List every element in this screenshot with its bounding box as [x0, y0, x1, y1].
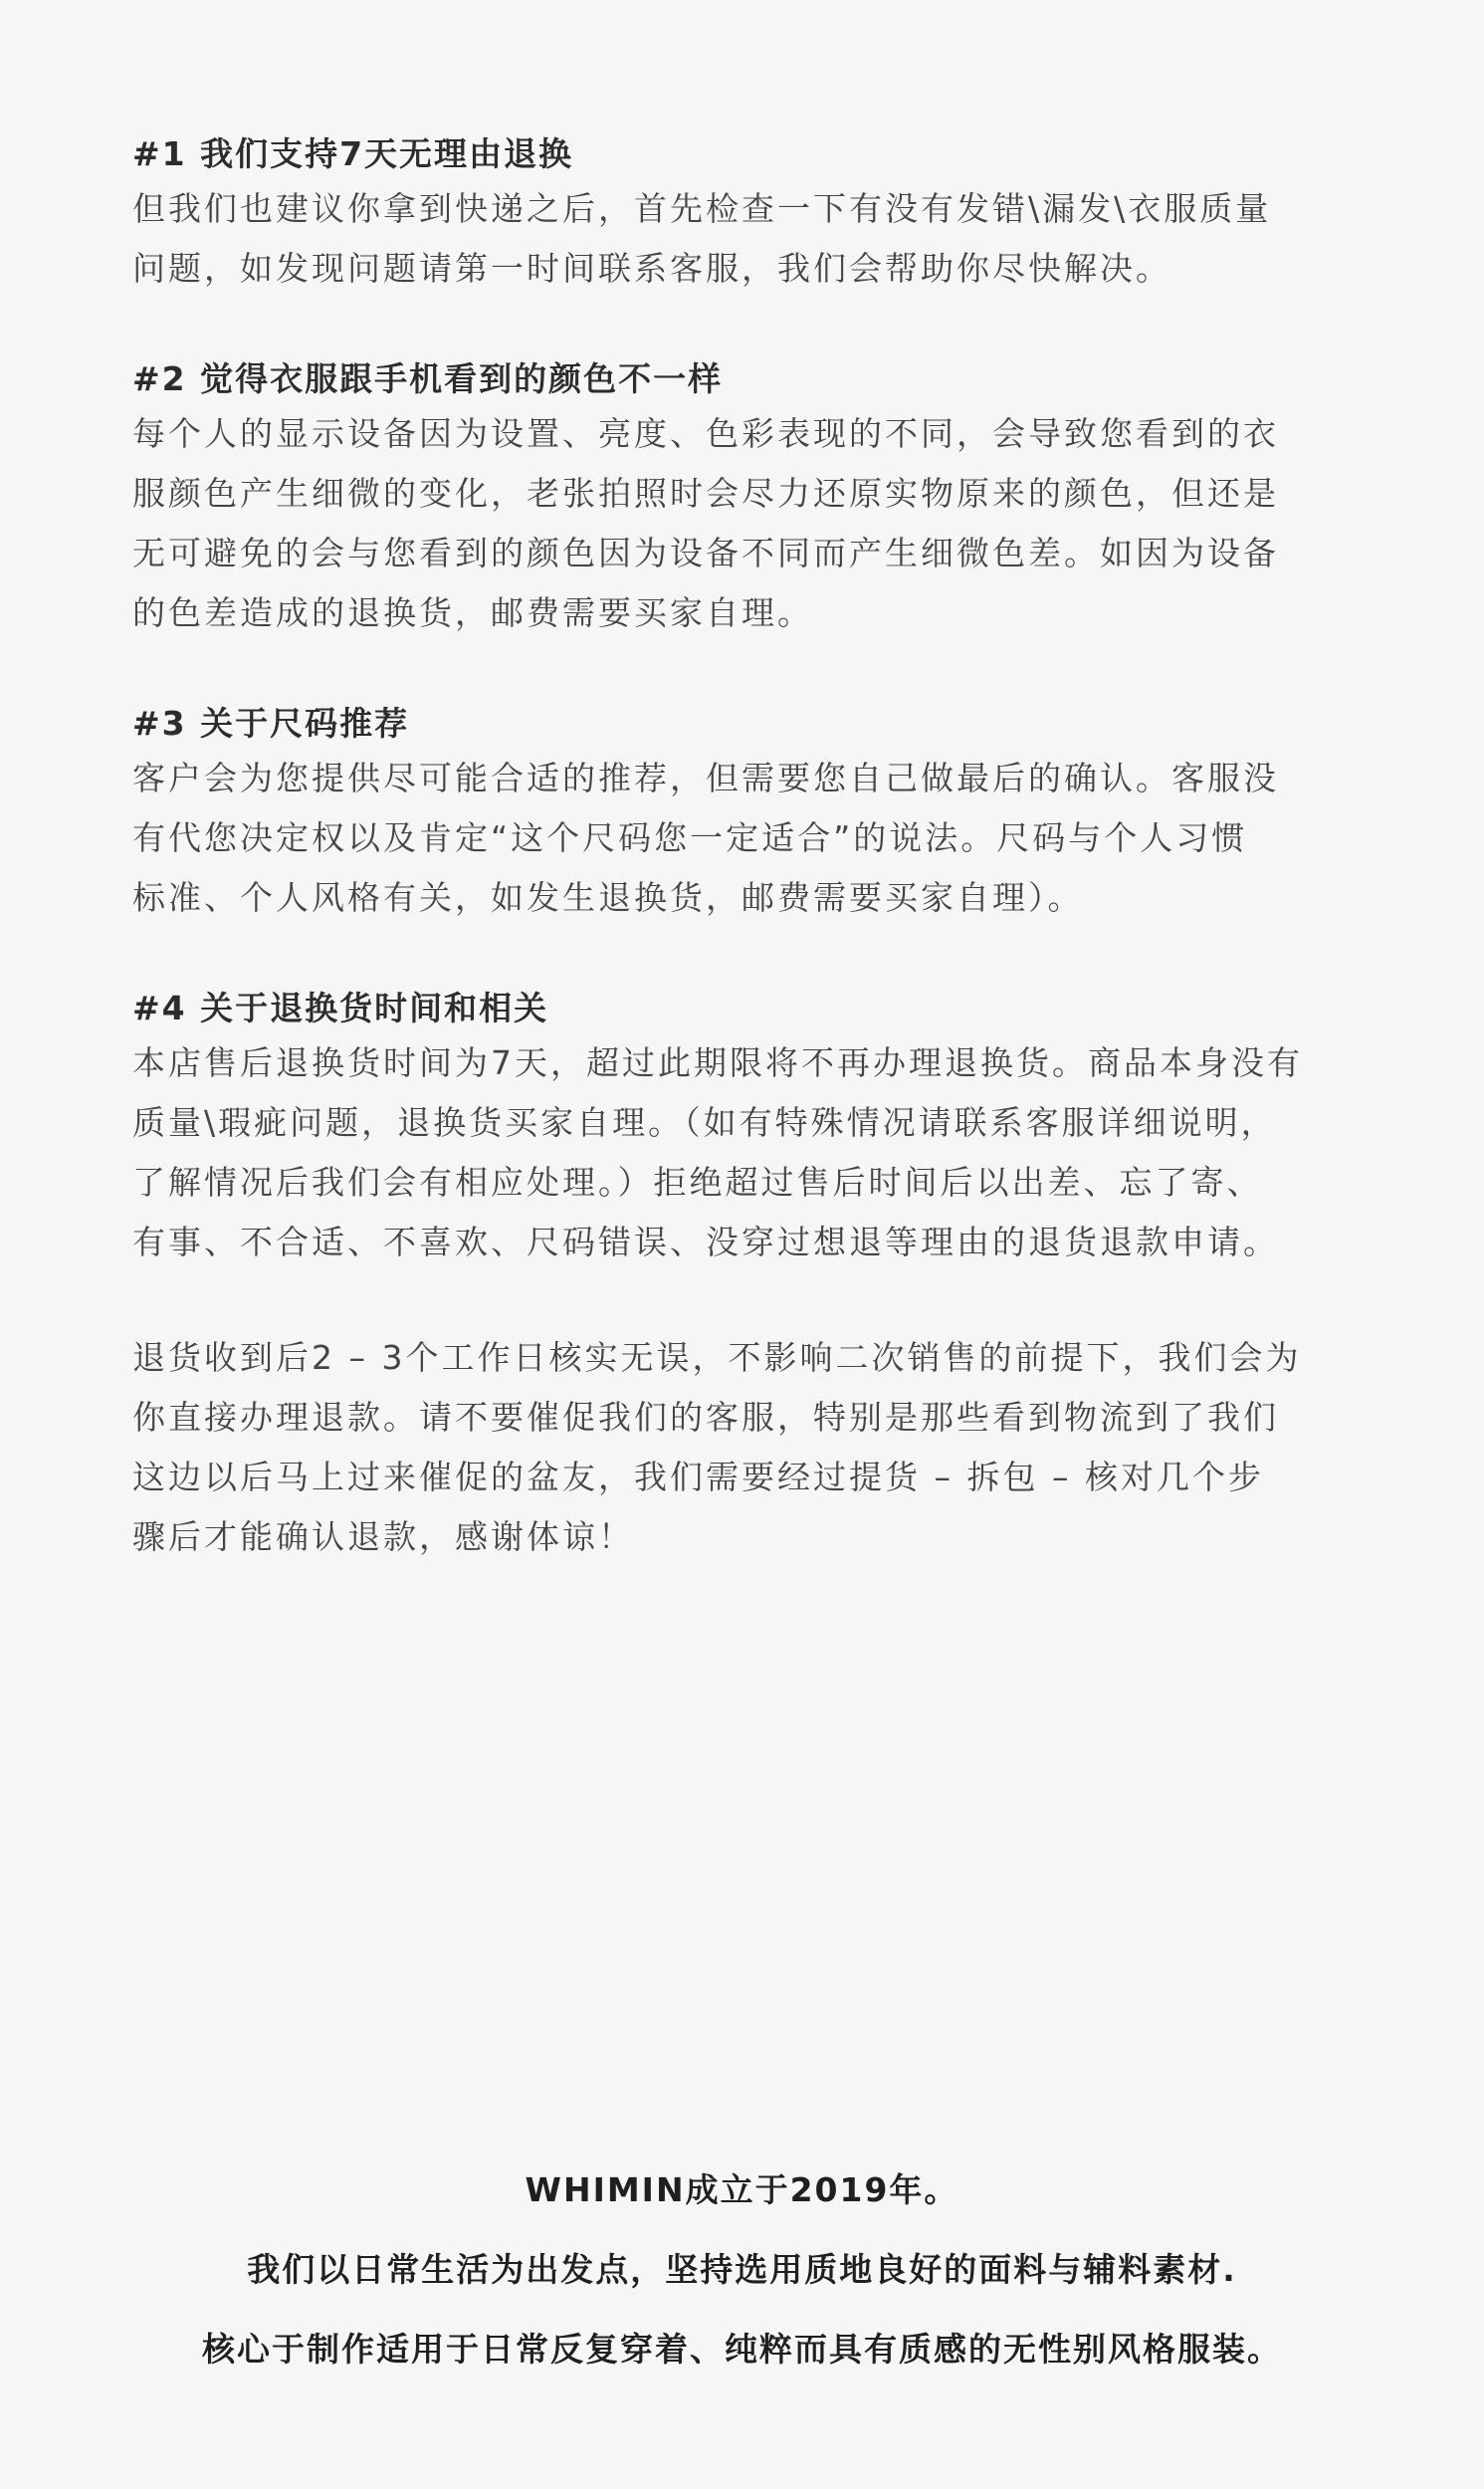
section-text-line: 的色差造成的退换货，邮费需要买家自理。 [132, 593, 813, 632]
policy-content [132, 129, 1357, 1623]
section-title: #4 关于退换货时间和相关 [132, 989, 549, 1027]
section-text-line: 服颜色产生细微的变化，老张拍照时会尽力还原实物原来的颜色，但还是 [132, 474, 1279, 513]
refund-note-line: 骤后才能确认退款，感谢体谅！ [132, 1517, 634, 1556]
section-text-line: 有代您决定权以及肯定“这个尺码您一定适合”的说法。尺码与个人习惯 [132, 818, 1248, 857]
section-text-line: 问题，如发现问题请第一时间联系客服，我们会帮助你尽快解决。 [132, 249, 1171, 288]
refund-note-line: 这边以后马上过来催促的盆友，我们需要经过提货 – 拆包 – 核对几个步 [132, 1458, 1264, 1496]
section-text-line: 客户会为您提供尽可能合适的推荐，但需要您自己做最后的确认。客服没 [132, 759, 1279, 797]
section-size-recommendation [132, 699, 1357, 928]
section-text-line: 无可避免的会与您看到的颜色因为设备不同而产生细微色差。如因为设备 [132, 534, 1279, 572]
section-return-policy [132, 129, 1357, 299]
section-text-line: 了解情况后我们会有相应处理。）拒绝超过售后时间后以出差、忘了寄、 [132, 1163, 1263, 1202]
brand-footer [0, 2150, 1484, 2389]
section-text-line: 本店售后退换货时间为7天，超过此期限将不再办理退换货。商品本身没有 [132, 1043, 1303, 1082]
section-title: #3 关于尺码推荐 [132, 704, 410, 743]
brand-mission-line: 核心于制作适用于日常反复穿着、纯粹而具有质感的无性别风格服装。 [202, 2330, 1282, 2369]
section-text-line: 但我们也建议你拿到快递之后，首先检查一下有没有发错\漏发\衣服质量 [132, 189, 1272, 228]
refund-note-line: 你直接办理退款。请不要催促我们的客服，特别是那些看到物流到了我们 [132, 1398, 1279, 1437]
brand-philosophy-line: 我们以日常生活为出发点，坚持选用质地良好的面料与辅料素材. [247, 2250, 1237, 2289]
section-title: #1 我们支持7天无理由退换 [132, 134, 574, 173]
section-return-time [132, 984, 1357, 1272]
section-text-line: 标准、个人风格有关，如发生退换货，邮费需要买家自理）。 [132, 878, 1084, 917]
section-text-line: 有事、不合适、不喜欢、尺码错误、没穿过想退等理由的退货退款申请。 [132, 1223, 1279, 1261]
section-text-line: 每个人的显示设备因为设置、亮度、色彩表现的不同，会导致您看到的衣 [132, 414, 1279, 453]
refund-note [132, 1328, 1357, 1567]
section-color-difference [132, 354, 1357, 643]
section-text-line: 质量\瑕疵问题，退换货买家自理。（如有特殊情况请联系客服详细说明， [132, 1103, 1277, 1142]
refund-note-line: 退货收到后2 – 3个工作日核实无误，不影响二次销售的前提下，我们会为 [132, 1338, 1302, 1377]
brand-founded-line: WHIMIN成立于2019年。 [525, 2170, 959, 2209]
section-title: #2 觉得衣服跟手机看到的颜色不一样 [132, 359, 724, 398]
